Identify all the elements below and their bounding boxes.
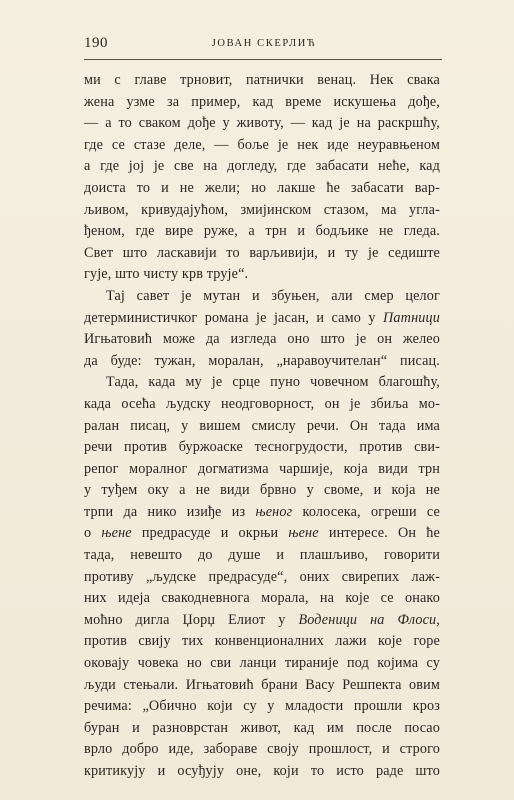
text-segment: врло добро иде, забораве своју прошлост, и строго: [84, 741, 440, 758]
text-line: [84, 653, 440, 675]
text-segment: речима: „Обично који су у младости прошли кроз: [84, 698, 440, 715]
text-segment: репог моралног догматизма чаршије, која види трн: [84, 460, 440, 477]
text-segment: у туђем оку а не види брвно у своме, и која не: [84, 482, 440, 499]
text-segment: тада, невешто до душе и плашљиво, говорити: [84, 547, 440, 564]
text-line: [84, 113, 440, 135]
text-segment: интересе. Он ће: [318, 525, 440, 542]
text-line: [84, 200, 440, 222]
text-segment: љивом, кривудајућом, змијинском стазом, ма угла-: [84, 201, 440, 218]
text-line: [84, 459, 440, 481]
page-number: 190: [84, 35, 108, 51]
running-head: ЈОВАН СКЕРЛИЋ: [211, 38, 317, 49]
text-line: [84, 286, 440, 308]
text-segment: против свију тих конвенционалних лажи које горе: [84, 633, 440, 650]
italic-text: њене: [101, 525, 132, 542]
text-segment: противу „људске предрасуде“, оних свирепих лаж-: [84, 568, 440, 585]
text-segment: Игњатовић може да изгледа оно што је он желео: [84, 331, 440, 348]
text-line: [84, 545, 440, 567]
text-line: [84, 567, 440, 589]
text-line: [84, 243, 440, 265]
text-segment: детерминистичког романа је јасан, и само у: [84, 309, 384, 326]
text-line: [84, 502, 440, 524]
text-line: [84, 70, 440, 92]
text-segment: буран и разноврстан живот, кад им после посао: [84, 719, 440, 736]
text-line: [84, 631, 440, 653]
text-segment: људи стењали. Игњатовић брани Васу Решпекта овим: [84, 676, 440, 693]
text-segment: них идеја свакодневнога морала, на које се онако: [84, 590, 440, 607]
text-segment: гује, што чисту крв трује“.: [84, 266, 249, 283]
text-line: [84, 92, 440, 114]
text-line: [84, 329, 440, 351]
text-line: [84, 610, 440, 632]
italic-text: Патници: [383, 309, 440, 326]
text-line: [84, 264, 440, 286]
text-segment: критикују и осуђују оне, који то исто раде што: [84, 763, 440, 779]
italic-text: њене: [288, 525, 319, 542]
text-segment: Свет што ласкавији то варљивији, и ту је седиште: [84, 244, 440, 261]
text-line: [84, 394, 440, 416]
text-line: [84, 372, 440, 394]
text-line: [84, 675, 440, 697]
text-line: [84, 480, 440, 502]
text-segment: а где јој је све на догледу, где забасати неће, кад: [84, 158, 440, 175]
text-segment: Тај савет је мутан и збуњен, али смер целог: [106, 287, 440, 304]
text-line: [84, 221, 440, 243]
page-header: [84, 35, 444, 57]
header-rule: [84, 59, 442, 60]
text-segment: када осећа људску неодговорност, он је збиља мо-: [84, 395, 440, 412]
text-line: [84, 437, 440, 459]
text-segment: речи против буржоаске тесногрудости, против сви-: [84, 439, 440, 456]
text-segment: — а то сваком дође у животу, — кад је на раскршћу,: [84, 115, 440, 132]
text-line: [84, 416, 440, 438]
text-segment: жена узме за пример, кад време искушења дође,: [84, 93, 440, 110]
text-line: [84, 696, 440, 718]
text-line: [84, 135, 440, 157]
text-segment: о: [84, 525, 102, 542]
italic-text: Воденици на Флоси,: [298, 611, 440, 628]
text-line: [84, 588, 440, 610]
text-line: [84, 718, 440, 740]
text-segment: оковају човека но сви ланци тираније под којима су: [84, 655, 440, 672]
italic-text: њеног: [255, 503, 293, 520]
text-segment: ми с главе трновит, патнички венац. Нек свака: [84, 72, 440, 88]
text-segment: ралан писац, у вишем смислу речи. Он тада има: [84, 417, 440, 434]
text-line: [84, 178, 440, 200]
text-line: [84, 156, 440, 178]
text-segment: трпи да нико изиђе из: [84, 503, 256, 520]
text-segment: Тада, када му је срце пуно човечном благошћу,: [106, 374, 440, 391]
text-line: [84, 739, 440, 761]
text-segment: моћно дигла Џорџ Елиот у: [84, 611, 299, 628]
text-segment: предрасуде и окрњи: [131, 525, 289, 542]
text-segment: доиста то и не жели; но лакше ће забасати вар-: [84, 179, 440, 196]
text-segment: колосека, огреши се: [292, 503, 440, 520]
text-line: [84, 351, 440, 373]
body-text: [84, 70, 440, 783]
text-segment: ђеном, где вире руже, а трн и бодљике не гледа.: [84, 223, 440, 240]
text-segment: да буде: тужан, моралан, „наравоучителан“ писац.: [84, 352, 440, 369]
text-segment: где се стазе деле, — боље је нек иде неуравњеном: [84, 136, 440, 153]
text-line: [84, 761, 440, 783]
text-line: [84, 308, 440, 330]
text-line: [84, 523, 440, 545]
